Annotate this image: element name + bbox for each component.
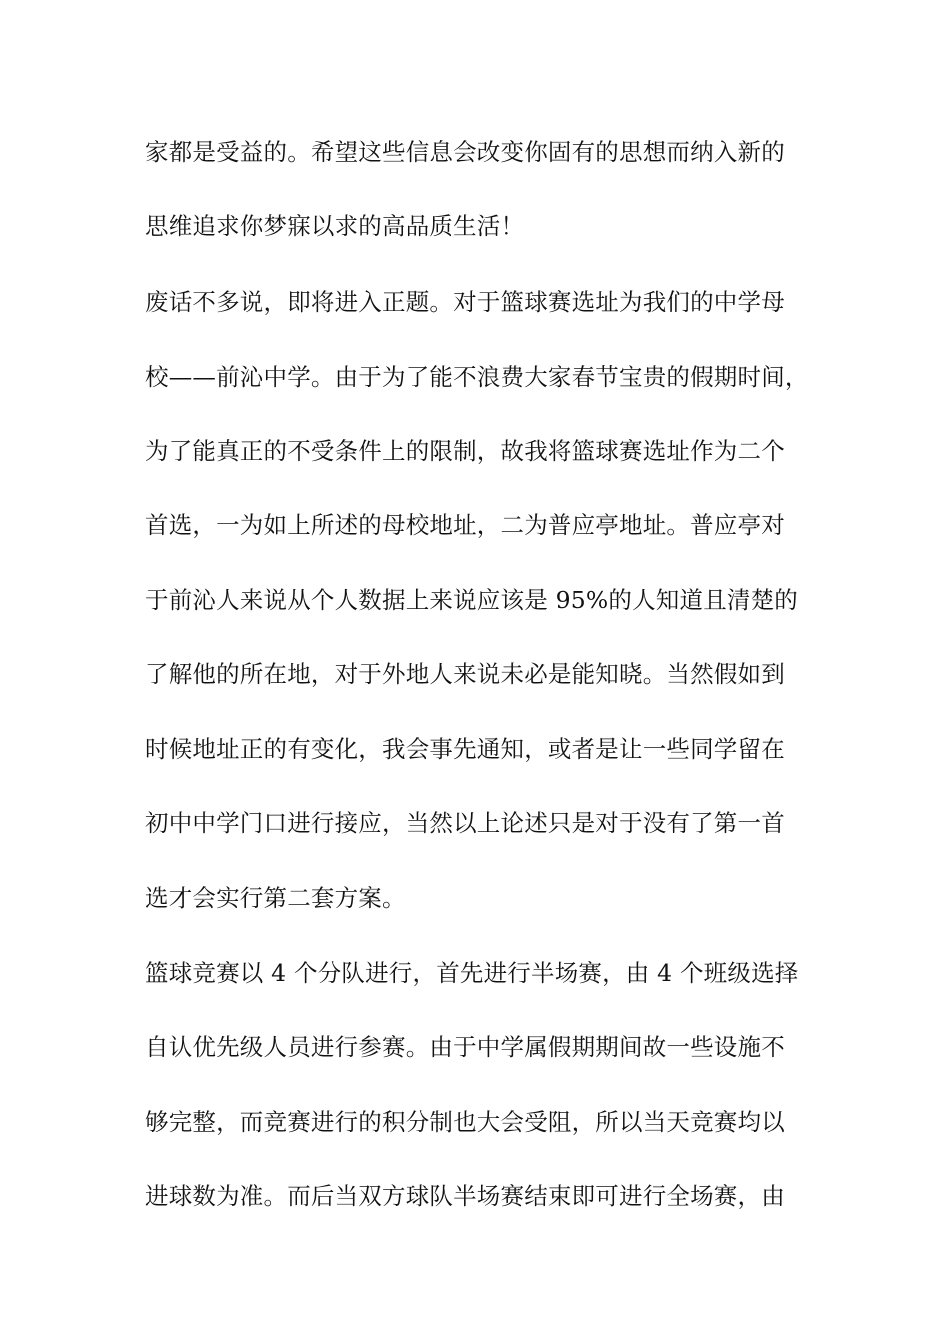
text-line: 选才会实行第二套方案。 [145, 884, 406, 912]
text-line: 了解他的所在地，对于外地人来说未必是能知晓。当然假如到 [145, 660, 785, 688]
text-line: 够完整，而竞赛进行的积分制也大会受阻，所以当天竞赛均以 [145, 1108, 785, 1136]
text-line: 自认优先级人员进行参赛。由于中学属假期期间故一些设施不 [145, 1033, 785, 1061]
text-line: 进球数为准。而后当双方球队半场赛结束即可进行全场赛，由 [145, 1182, 785, 1210]
text-line: 为了能真正的不受条件上的限制，故我将篮球赛选址作为二个 [145, 437, 785, 465]
text-line: 于前沁人来说从个人数据上来说应该是 95%的人知道且清楚的 [145, 586, 799, 614]
text-line: 时候地址正的有变化，我会事先通知，或者是让一些同学留在 [145, 735, 785, 763]
text-line: 校——前沁中学。由于为了能不浪费大家春节宝贵的假期时间， [145, 363, 809, 391]
text-line: 首选，一为如上所述的母校地址，二为普应亭地址。普应亭对 [145, 511, 785, 539]
text-line: 思维追求你梦寐以求的高品质生活！ [145, 212, 525, 240]
text-line: 家都是受益的。希望这些信息会改变你固有的思想而纳入新的 [145, 138, 785, 166]
text-line: 废话不多说，即将进入正题。对于篮球赛选址为我们的中学母 [145, 288, 785, 316]
text-line: 篮球竞赛以 4 个分队进行，首先进行半场赛，由 4 个班级选择 [145, 959, 799, 987]
text-line: 初中中学门口进行接应，当然以上论述只是对于没有了第一首 [145, 809, 785, 837]
